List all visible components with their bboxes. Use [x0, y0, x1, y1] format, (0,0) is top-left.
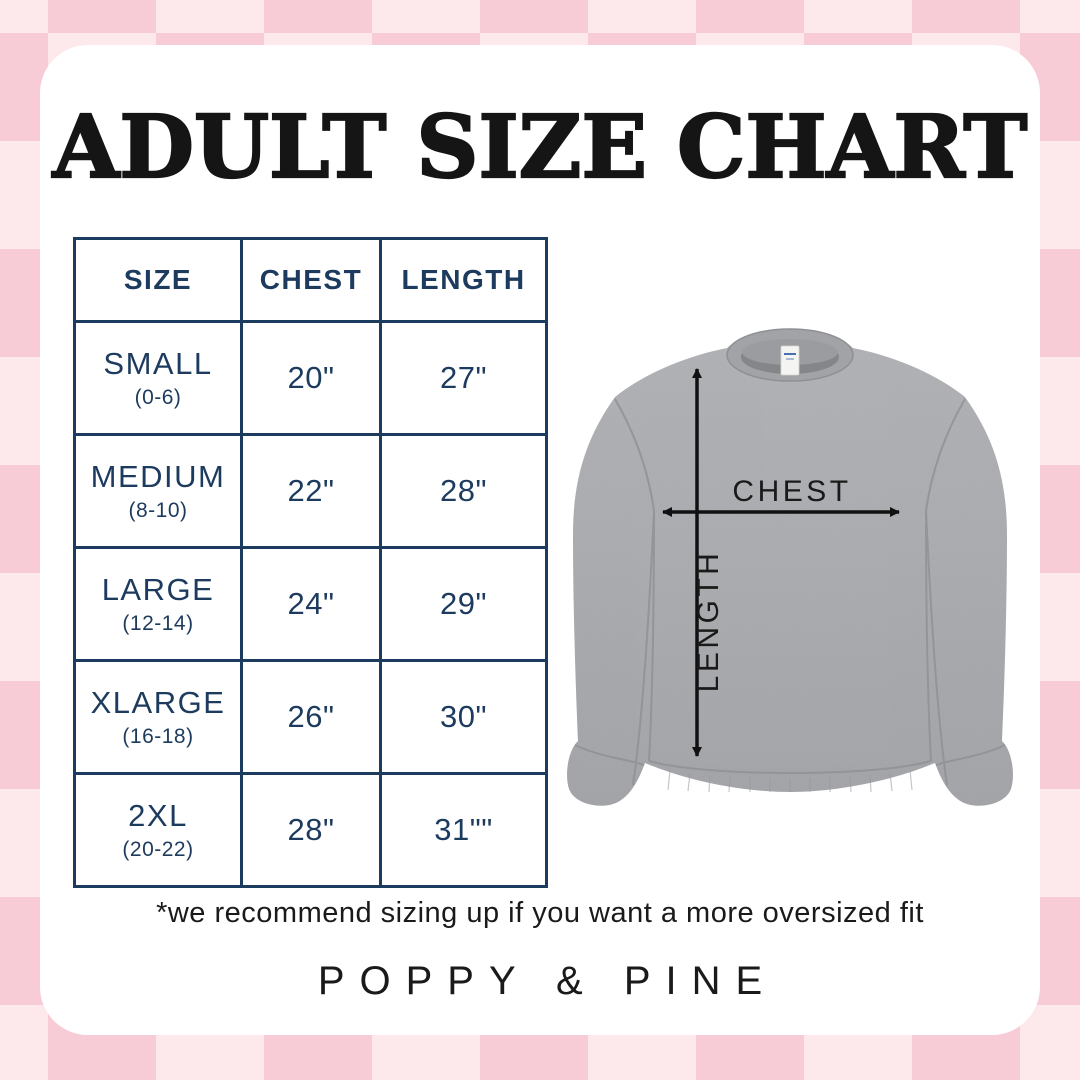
- table-row-xlarge: [75, 661, 547, 774]
- length-arrow-label: LENGTH: [692, 549, 725, 693]
- sizing-note: *we recommend sizing up if you want a more oversized fit: [156, 897, 924, 929]
- header-row: [75, 239, 547, 322]
- size-range: (12-14): [122, 612, 194, 635]
- size-cell: [75, 322, 242, 435]
- length-value: 29": [381, 548, 547, 661]
- size-label: XLARGE: [90, 685, 226, 720]
- chest-value: 20": [242, 322, 381, 435]
- size-cell: [75, 774, 242, 887]
- size-range: (16-18): [122, 725, 194, 748]
- size-label: 2XL: [128, 798, 188, 833]
- page-title: ADULT SIZE CHART: [52, 97, 1028, 198]
- sweatshirt-figure: [555, 315, 1025, 860]
- brand-name: POPPY & PINE: [317, 959, 778, 1003]
- length-value: 27": [381, 322, 547, 435]
- chest-value: 22": [242, 435, 381, 548]
- neck-tag: [781, 346, 799, 375]
- table-row-small: [75, 322, 547, 435]
- size-range: (0-6): [134, 386, 182, 409]
- table-row-2xl: [75, 774, 547, 887]
- chest-value: 26": [242, 661, 381, 774]
- length-value: 30": [381, 661, 547, 774]
- size-cell: [75, 548, 242, 661]
- table-row-medium: [75, 435, 547, 548]
- sweatshirt-image: [555, 315, 1025, 860]
- length-value: 28": [381, 435, 547, 548]
- size-label: SMALL: [103, 346, 213, 381]
- size-range: (8-10): [128, 499, 188, 522]
- size-label: MEDIUM: [90, 459, 226, 494]
- length-value: 31"": [381, 774, 547, 887]
- size-cell: [75, 435, 242, 548]
- col-header-size: SIZE: [75, 239, 242, 322]
- chest-arrow-label: CHEST: [732, 475, 852, 508]
- size-table: [73, 237, 548, 888]
- chest-value: 24": [242, 548, 381, 661]
- size-cell: [75, 661, 242, 774]
- content-card: [40, 45, 1040, 1035]
- chest-value: 28": [242, 774, 381, 887]
- col-header-chest: CHEST: [242, 239, 381, 322]
- col-header-length: LENGTH: [381, 239, 547, 322]
- size-label: LARGE: [101, 572, 215, 607]
- size-range: (20-22): [122, 838, 194, 861]
- table-row-large: [75, 548, 547, 661]
